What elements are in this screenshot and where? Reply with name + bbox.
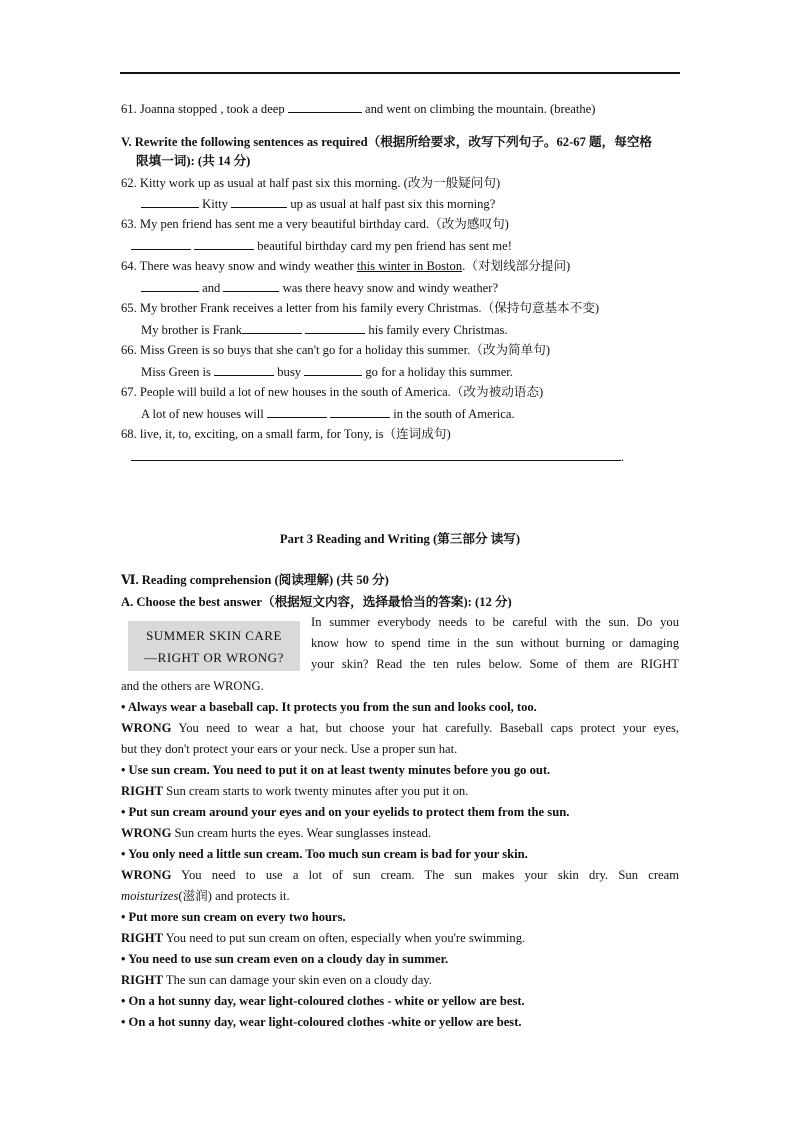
section-vi-heading: Ⅵ. Reading comprehension (阅读理解) (共 50 分) — [121, 573, 389, 587]
verdict-label: WRONG — [121, 868, 172, 882]
q62-answer-line — [141, 195, 495, 212]
rule-2-verdict — [121, 781, 468, 802]
section-a-heading: A. Choose the best answer（根据短文内容，选择最恰当的答案): (12 分) — [121, 595, 512, 609]
q65-rest: his family every Christmas. — [365, 323, 508, 337]
q67-rest: in the south of America. — [390, 407, 515, 421]
answer-blank[interactable] — [288, 100, 362, 113]
article-title-line-2: —RIGHT OR WRONG? — [144, 650, 284, 665]
q67-prefix: A lot of new houses will — [141, 407, 267, 421]
q64-answer-line — [141, 279, 498, 296]
q64-text: 64. There was heavy snow and windy weather — [121, 259, 357, 273]
rule-3-verdict — [121, 823, 431, 844]
question-67: 67. People will build a lot of new houses in the south of America.（改为被动语态) — [121, 385, 544, 399]
part-3-title: Part 3 Reading and Writing (第三部分 读写) — [279, 532, 521, 546]
answer-blank[interactable] — [267, 405, 327, 418]
rule-4-verdict-cont — [121, 886, 290, 907]
q68-answer-line — [131, 448, 624, 465]
answer-blank[interactable] — [194, 237, 254, 250]
answer-blank[interactable] — [305, 321, 365, 334]
verdict-text: Sun cream hurts the eyes. Wear sunglasses instead. — [171, 826, 432, 840]
rule-4-verdict — [121, 865, 679, 886]
verdict-label: RIGHT — [121, 973, 163, 987]
verdict-text: You need to use a lot of sun cream. The sun makes your skin dry. Sun cream — [171, 868, 679, 882]
question-61 — [121, 100, 595, 117]
intro-l1: In summer everybody needs to be careful with the sun. Do you — [311, 615, 679, 629]
answer-blank[interactable] — [242, 321, 302, 334]
q66-prefix: Miss Green is — [141, 365, 215, 379]
answer-blank[interactable] — [330, 405, 390, 418]
verdict-text: Sun cream starts to work twenty minutes after you put it on. — [163, 784, 469, 798]
rule-6: • You need to use sun cream even on a cloudy day in summer. — [121, 952, 449, 966]
verdict-label: WRONG — [121, 721, 172, 735]
answer-blank[interactable] — [131, 448, 621, 461]
verdict-text: You need to wear a hat, but choose your hat carefully. Baseball caps protect your eyes, — [171, 721, 679, 735]
answer-blank[interactable] — [141, 279, 199, 292]
answer-blank[interactable] — [141, 195, 199, 208]
header-rule — [120, 72, 680, 74]
q64-underlined: this winter in Boston — [356, 259, 463, 273]
verdict-text: You need to put sun cream on often, especially when you're swimming. — [163, 931, 526, 945]
section-v-heading-cont: 限填一词): (共 14 分) — [136, 154, 251, 168]
rule-2: • Use sun cream. You need to put it on at least twenty minutes before you go out. — [121, 763, 551, 777]
glossed-word: moisturizes — [121, 889, 179, 903]
q65-answer-line — [141, 321, 508, 338]
q67-answer-line — [141, 405, 515, 422]
rule-5: • Put more sun cream on every two hours. — [121, 910, 346, 924]
verdict-text-cont: (滋润) and protects it. — [178, 889, 290, 903]
question-62: 62. Kitty work up as usual at half past six this morning. (改为一般疑问句) — [121, 176, 501, 190]
verdict-label: RIGHT — [121, 784, 163, 798]
intro-l2: know how to spend time in the sun without burning or damaging — [311, 636, 679, 650]
q64-word: and — [199, 281, 224, 295]
q68-period: . — [621, 450, 625, 464]
rule-1: • Always wear a baseball cap. It protects you from the sun and looks cool, too. — [121, 700, 537, 714]
intro-l3: your skin? Read the ten rules below. Some of them are RIGHT — [311, 657, 679, 671]
verdict-label: RIGHT — [121, 931, 163, 945]
q66-rest: go for a holiday this summer. — [362, 365, 513, 379]
question-66: 66. Miss Green is so buys that she can't go for a holiday this summer.（改为简单句) — [121, 343, 551, 357]
answer-blank[interactable] — [223, 279, 279, 292]
question-63: 63. My pen friend has sent me a very beautiful birthday card.（改为感叹句) — [121, 217, 509, 231]
rule-8: • On a hot sunny day, wear light-coloured clothes -white or yellow are best. — [121, 1015, 522, 1029]
q64-rest: was there heavy snow and windy weather? — [279, 281, 499, 295]
q66-word: busy — [274, 365, 305, 379]
question-68: 68. live, it, to, exciting, on a small farm, for Tony, is（连词成句) — [121, 427, 451, 441]
q61-hint: and went on climbing the mountain. (breathe) — [361, 102, 596, 116]
rule-1-verdict — [121, 718, 679, 739]
section-v-heading: V. Rewrite the following sentences as required（根据所给要求，改写下列句子。62-67 题，每空格 — [121, 135, 653, 149]
q64-hint: .（对划线部分提问) — [462, 259, 571, 273]
answer-blank[interactable] — [214, 363, 274, 376]
q62-rest: up as usual at half past six this morning? — [287, 197, 496, 211]
rule-7: • On a hot sunny day, wear light-coloured clothes - white or yellow are best. — [121, 994, 525, 1008]
article-title-line-1: SUMMER SKIN CARE — [146, 628, 282, 643]
q63-rest: beautiful birthday card my pen friend has sent me! — [254, 239, 512, 253]
rule-6-verdict — [121, 970, 432, 991]
verdict-label: WRONG — [121, 826, 172, 840]
rule-5-verdict — [121, 928, 525, 949]
article-title-box — [128, 621, 300, 671]
q62-word: Kitty — [199, 197, 232, 211]
intro-l4: and the others are WRONG. — [121, 679, 264, 693]
q63-answer-line — [131, 237, 512, 254]
q66-answer-line — [141, 363, 513, 380]
answer-blank[interactable] — [131, 237, 191, 250]
q61-text: 61. Joanna stopped , took a deep — [121, 102, 288, 116]
question-64 — [121, 258, 570, 274]
answer-blank[interactable] — [304, 363, 362, 376]
rule-1-verdict-cont: but they don't protect your ears or your neck. Use a proper sun hat. — [121, 742, 458, 756]
rule-3: • Put sun cream around your eyes and on your eyelids to protect them from the sun. — [121, 805, 570, 819]
question-65: 65. My brother Frank receives a letter from his family every Christmas.（保持句意基本不变) — [121, 301, 600, 315]
rule-4: • You only need a little sun cream. Too much sun cream is bad for your skin. — [121, 847, 528, 861]
verdict-text: The sun can damage your skin even on a cloudy day. — [163, 973, 432, 987]
answer-blank[interactable] — [231, 195, 287, 208]
q65-prefix: My brother is Frank — [141, 323, 243, 337]
